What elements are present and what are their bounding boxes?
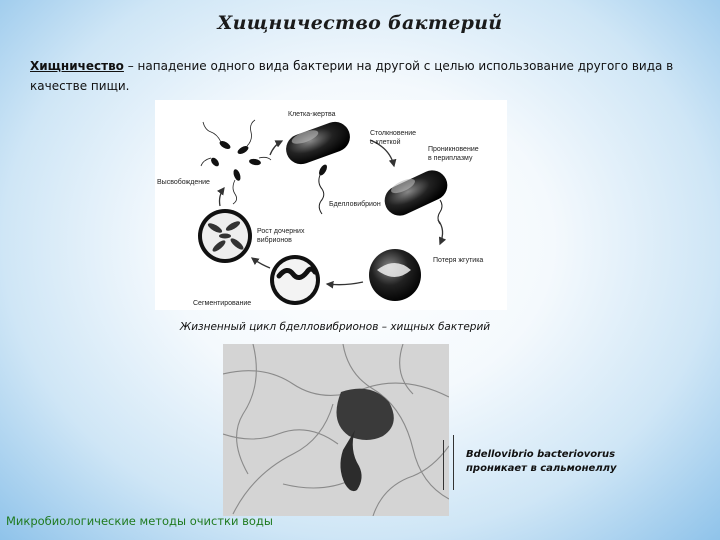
caption-divider-1 xyxy=(443,440,444,490)
label-prey-cell: Клетка-жертва xyxy=(288,111,336,118)
bdellovibrio-cell xyxy=(317,163,328,214)
label-growth-1: Рост дочерних xyxy=(257,228,305,235)
prey-cell-right xyxy=(380,165,452,224)
released-vibrios xyxy=(201,120,271,204)
label-penetration-2: в периплазму xyxy=(428,155,473,162)
footer-text: Микробиологические методы очистки воды xyxy=(6,514,273,528)
label-bdellovibrio: Бделловибрион xyxy=(329,201,381,208)
growth-cell xyxy=(198,209,252,263)
photo-caption-species: Bdellovibrio bacteriovorus xyxy=(466,449,616,460)
prey-cell-top xyxy=(282,118,354,169)
label-segmentation: Сегментирование xyxy=(193,300,252,307)
label-flagellum-loss: Потеря жгутика xyxy=(433,257,484,264)
cycle-caption: Жизненный цикл бделловибрионов – хищных бактерий xyxy=(179,321,491,333)
micrograph-photo xyxy=(223,344,449,516)
caption-divider-2 xyxy=(453,435,454,490)
definition-text: – нападение одного вида бактерии на другой с целью использование другого вида в качестве пищи. xyxy=(30,59,674,93)
label-growth-2: вибрионов xyxy=(257,237,292,244)
definition-paragraph xyxy=(30,56,695,96)
definition-term: Хищничество xyxy=(30,59,124,73)
slide-title: Хищничество бактерий xyxy=(217,12,503,34)
life-cycle-diagram xyxy=(155,100,507,310)
label-release: Высвобождение xyxy=(157,179,210,186)
label-penetration-1: Проникновение xyxy=(428,146,479,153)
label-collision-1: Столкновение xyxy=(370,130,417,137)
segmenting-cell xyxy=(270,255,320,305)
label-collision-2: с клеткой xyxy=(370,139,401,146)
rounded-cell xyxy=(369,249,421,301)
photo-caption-action: проникает в сальмонеллу xyxy=(466,463,617,474)
photo-caption xyxy=(466,448,666,476)
